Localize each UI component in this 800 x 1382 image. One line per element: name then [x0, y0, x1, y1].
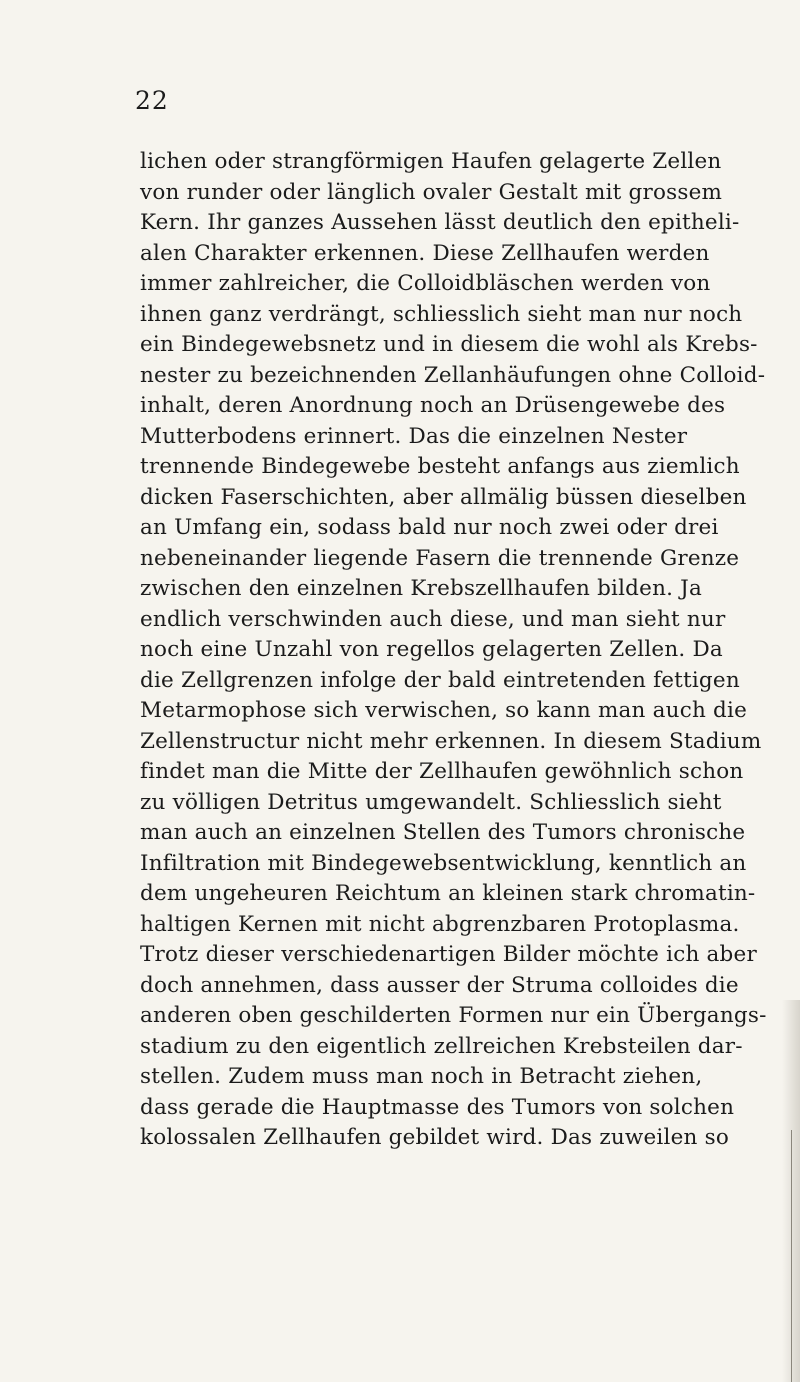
text-line: immer zahlreicher, die Colloidbläschen werden von — [140, 271, 711, 296]
text-line: stadium zu den eigentlich zellreichen Krebsteilen dar- — [140, 1033, 743, 1059]
text-line: dem ungeheuren Reichtum an kleinen stark chromatin- — [140, 881, 756, 906]
text-line: lichen oder strangförmigen Haufen gelagerte Zellen — [140, 149, 722, 174]
text-line: Mutterbodens erinnert. Das die einzelnen Nester — [140, 423, 688, 449]
text-line: stellen. Zudem muss man noch in Betracht ziehen, — [140, 1064, 703, 1089]
text-line: man auch an einzelnen Stellen des Tumors chronische — [140, 820, 746, 845]
page-edge-line — [791, 1130, 792, 1382]
text-line: trennende Bindegewebe besteht anfangs aus ziemlich — [140, 454, 740, 479]
text-line: zu völligen Detritus umgewandelt. Schliesslich sieht — [140, 789, 722, 815]
text-line: von runder oder länglich ovaler Gestalt mit grossem — [140, 179, 723, 205]
text-line: Kern. Ihr ganzes Aussehen lässt deutlich den epitheli- — [140, 210, 740, 235]
text-line: ihnen ganz verdrängt, schliesslich sieht man nur noch — [140, 301, 743, 327]
text-line: endlich verschwinden auch diese, und man sieht nur — [140, 606, 726, 632]
text-line: ein Bindegewebsnetz und in diesem die wohl als Krebs- — [140, 332, 758, 357]
text-line: zwischen den einzelnen Krebszellhaufen bilden. Ja — [140, 576, 703, 601]
text-line: die Zellgrenzen infolge der bald eintretenden fettigen — [140, 667, 740, 693]
text-line: kolossalen Zellhaufen gebildet wird. Das zuweilen so — [140, 1125, 729, 1150]
text-line: doch annehmen, dass ausser der Struma colloides die — [140, 972, 739, 998]
body-text — [140, 147, 800, 1154]
text-line: Zellenstructur nicht mehr erkennen. In diesem Stadium — [140, 728, 762, 754]
text-line: inhalt, deren Anordnung noch an Drüsengewebe des — [140, 393, 726, 418]
text-line: Infiltration mit Bindegewebsentwicklung, kenntlich an — [140, 850, 747, 876]
text-line: nester zu bezeichnenden Zellanhäufungen ohne Colloid- — [140, 362, 766, 388]
text-line: an Umfang ein, sodass bald nur noch zwei oder drei — [140, 515, 719, 540]
text-line: haltigen Kernen mit nicht abgrenzbaren Protoplasma. — [140, 911, 740, 937]
text-line: findet man die Mitte der Zellhaufen gewöhnlich schon — [140, 759, 744, 784]
text-line: noch eine Unzahl von regellos gelagerten Zellen. Da — [140, 637, 723, 662]
text-line: anderen oben geschilderten Formen nur ein Übergangs- — [140, 1003, 767, 1028]
text-line: nebeneinander liegende Fasern die trennende Grenze — [140, 545, 740, 571]
text-line: Trotz dieser verschiedenartigen Bilder möchte ich aber — [140, 942, 757, 967]
text-line: alen Charakter erkennen. Diese Zellhaufen werden — [140, 240, 710, 266]
text-line: Metarmophose sich verwischen, so kann man auch die — [140, 698, 747, 723]
page-number: 22 — [135, 86, 169, 115]
text-line: dicken Faserschichten, aber allmälig büssen dieselben — [140, 484, 747, 510]
text-line: dass gerade die Hauptmasse des Tumors von solchen — [140, 1094, 735, 1120]
